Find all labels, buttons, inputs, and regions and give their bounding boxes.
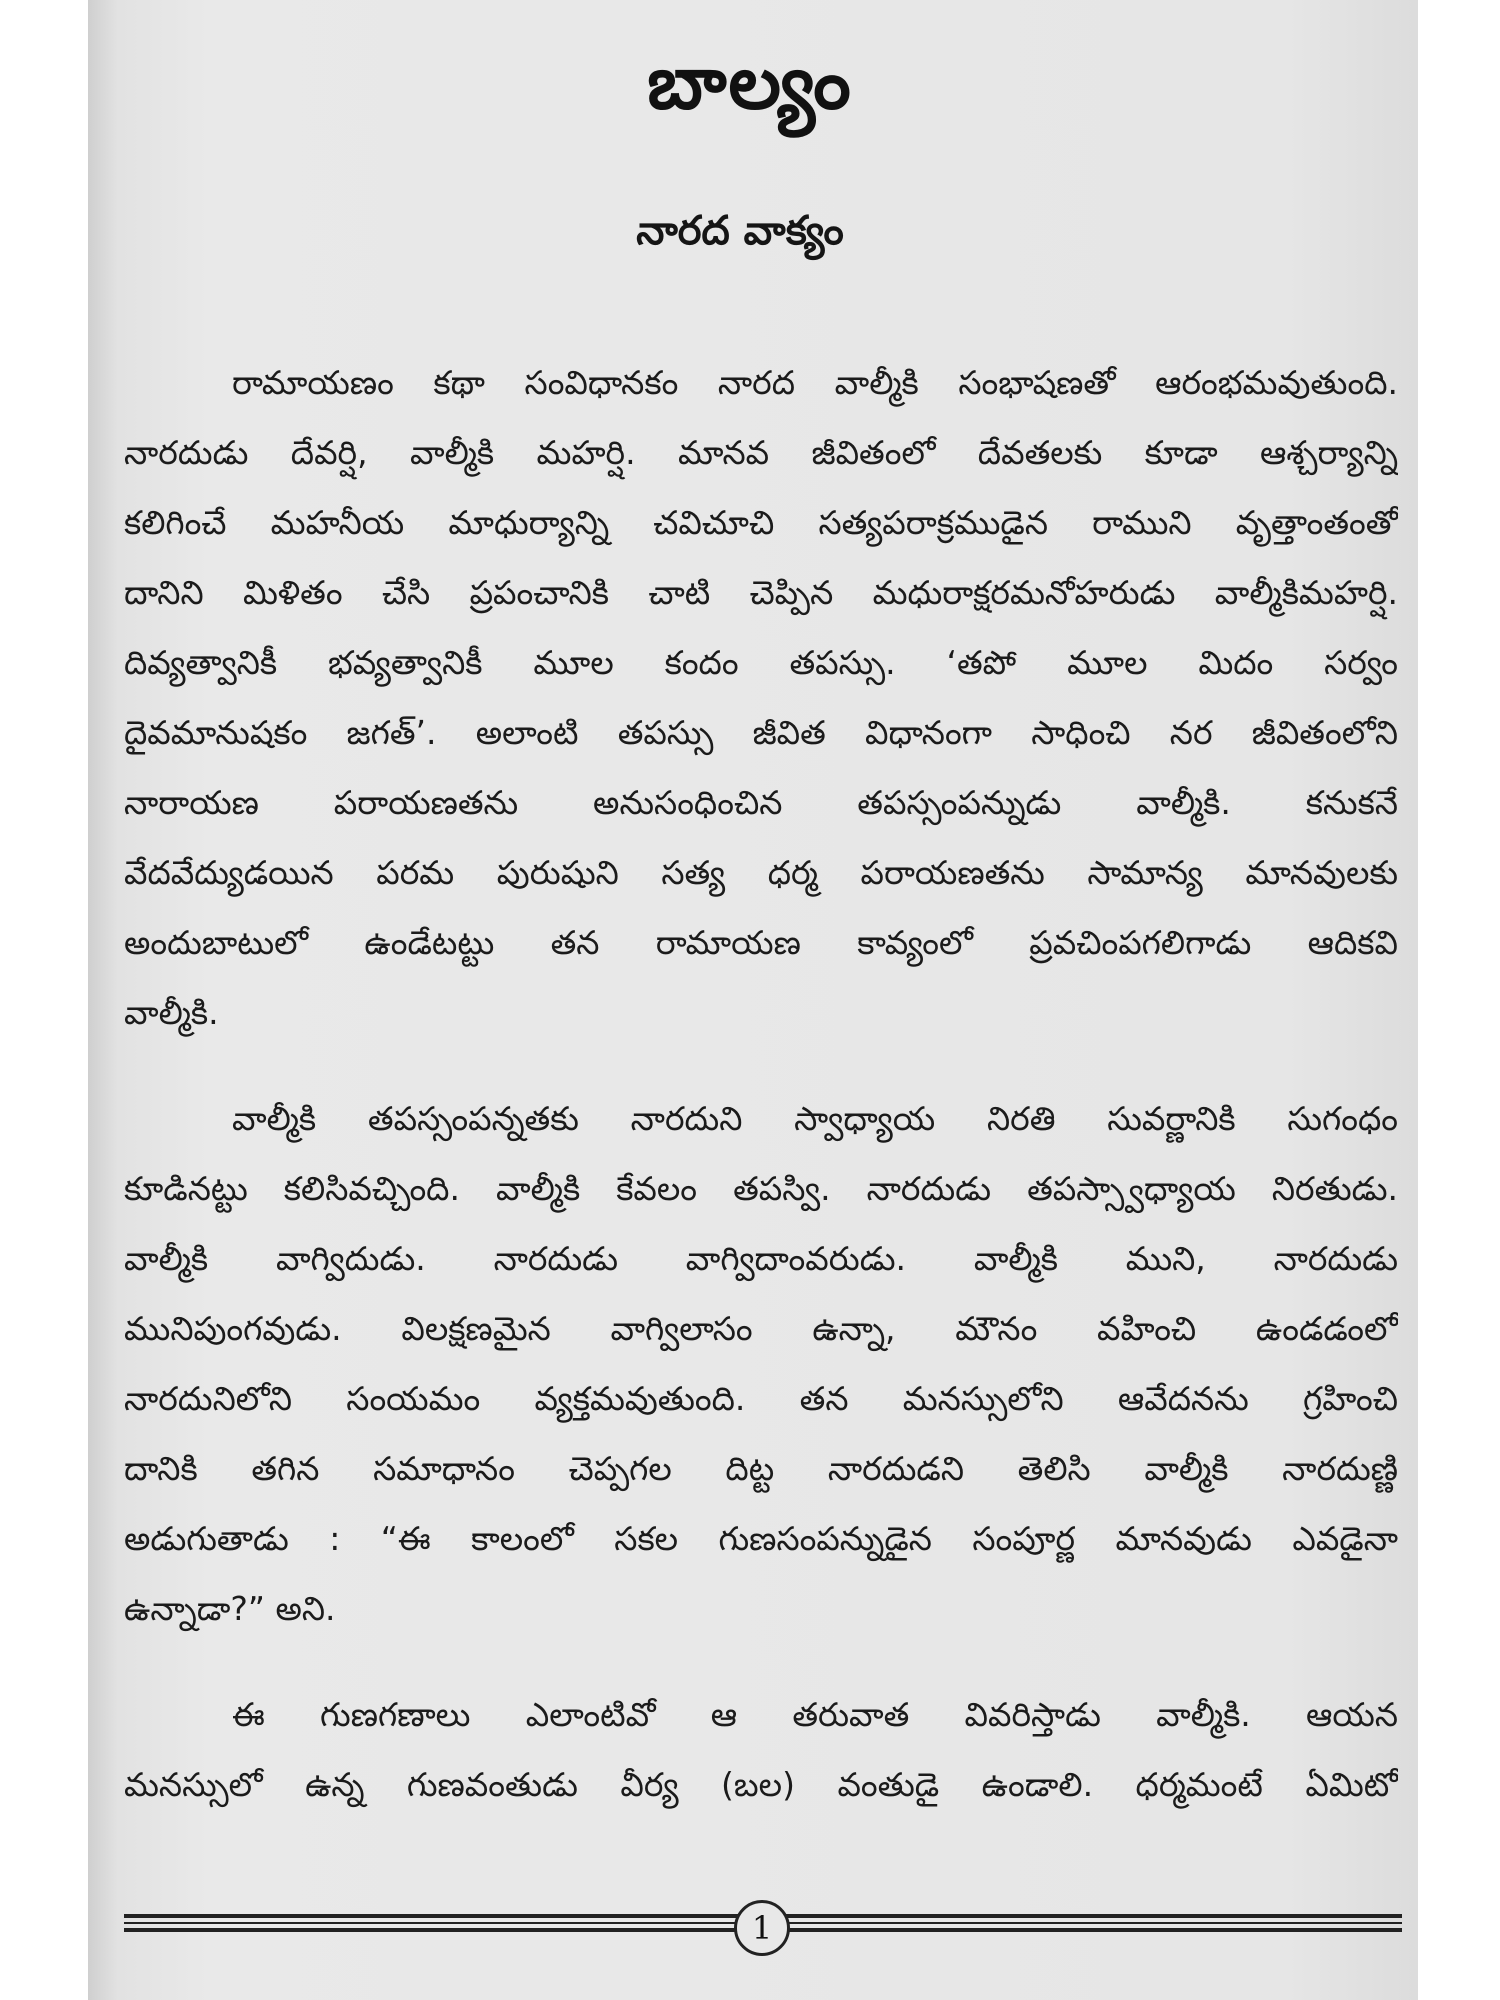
text-line: నారదునిలోని సంయమం వ్యక్తమవుతుంది. తన మనస్సులోని ఆవేదనను గ్రహించి — [124, 1379, 1398, 1418]
text-line: ఉన్నాడా?” అని. — [124, 1589, 336, 1628]
paragraph-gap — [124, 1048, 1398, 1084]
text-line: కూడినట్టు కలిసివచ్చింది. వాల్మీకి కేవలం తపస్వి. నారదుడు తపస్స్వాధ్యాయ నిరతుడు. — [124, 1169, 1398, 1208]
text-line: రామాయణం కథా సంవిధానకం నారద వాల్మీకి సంభాషణతో ఆరంభమవుతుంది. — [232, 363, 1398, 402]
text-line: నారదుడు దేవర్షి, వాల్మీకి మహర్షి. మానవ జీవితంలో దేవతలకు కూడా ఆశ్చర్యాన్ని — [124, 433, 1398, 472]
text-line: కలిగించే మహనీయ మాధుర్యాన్ని చవిచూచి సత్యపరాక్రముడైన రాముని వృత్తాంతంతో — [124, 503, 1398, 542]
text-line: మనస్సులో ఉన్న గుణవంతుడు వీర్య (బల) వంతుడై ఉండాలి. ధర్మమంటే ఏమిటో — [124, 1765, 1398, 1804]
text-line: అడుగుతాడు : “ఈ కాలంలో సకల గుణసంపన్నుడైన సంపూర్ణ మానవుడు ఎవడైనా — [124, 1519, 1398, 1558]
text-line: వాల్మీకి వాగ్విదుడు. నారదుడు వాగ్విదాంవరుడు. వాల్మీకి ముని, నారదుడు — [124, 1239, 1398, 1278]
page-number: 1 — [734, 1900, 790, 1956]
text-line: వాల్మీకి. — [124, 993, 219, 1032]
text-line: నారాయణ పరాయణతను అనుసంధించిన తపస్సంపన్నుడు వాల్మీకి. కనుకనే — [124, 783, 1398, 822]
text-line: దానిని మిళితం చేసి ప్రపంచానికి చాటి చెప్పిన మధురాక్షరమనోహరుడు వాల్మీకిమహర్షి. — [124, 573, 1398, 612]
text-line: అందుబాటులో ఉండేటట్టు తన రామాయణ కావ్యంలో ప్రవచింపగలిగాడు ఆదికవి — [124, 923, 1398, 962]
chapter-title: బాల్యం — [647, 40, 853, 126]
text-line: దానికి తగిన సమాధానం చెప్పగల దిట్ట నారదుడని తెలిసి వాల్మీకి నారదుణ్ణి — [124, 1449, 1398, 1488]
text-line: మునిపుంగవుడు. విలక్షణమైన వాగ్విలాసం ఉన్నా, మౌనం వహించి ఉండడంలో — [124, 1309, 1398, 1348]
text-line: దివ్యత్వానికీ భవ్యత్వానికీ మూల కందం తపస్సు. ‘తపో మూల మిదం సర్వం — [124, 643, 1398, 682]
paragraph — [124, 1084, 1398, 1644]
text-line: ఈ గుణగణాలు ఎలాంటివో ఆ తరువాత వివరిస్తాడు వాల్మీకి. ఆయన — [232, 1695, 1398, 1734]
text-line: వాల్మీకి తపస్సంపన్నతకు నారదుని స్వాధ్యాయ నిరతి సువర్ణానికి సుగంధం — [232, 1099, 1398, 1138]
text-line: దైవమానుషకం జగత్’. అలాంటి తపస్సు జీవిత విధానంగా సాధించి నర జీవితంలోని — [124, 713, 1398, 752]
text-line: వేదవేద్యుడయిన పరమ పురుషుని సత్య ధర్మ పరాయణతను సామాన్య మానవులకు — [124, 853, 1398, 892]
page-footer — [124, 1900, 1402, 1950]
paragraph — [124, 348, 1398, 1048]
paragraph — [124, 1680, 1398, 1820]
section-title: నారద వాక్యం — [636, 208, 844, 254]
paragraph-gap — [124, 1644, 1398, 1680]
body-text — [124, 348, 1398, 1820]
